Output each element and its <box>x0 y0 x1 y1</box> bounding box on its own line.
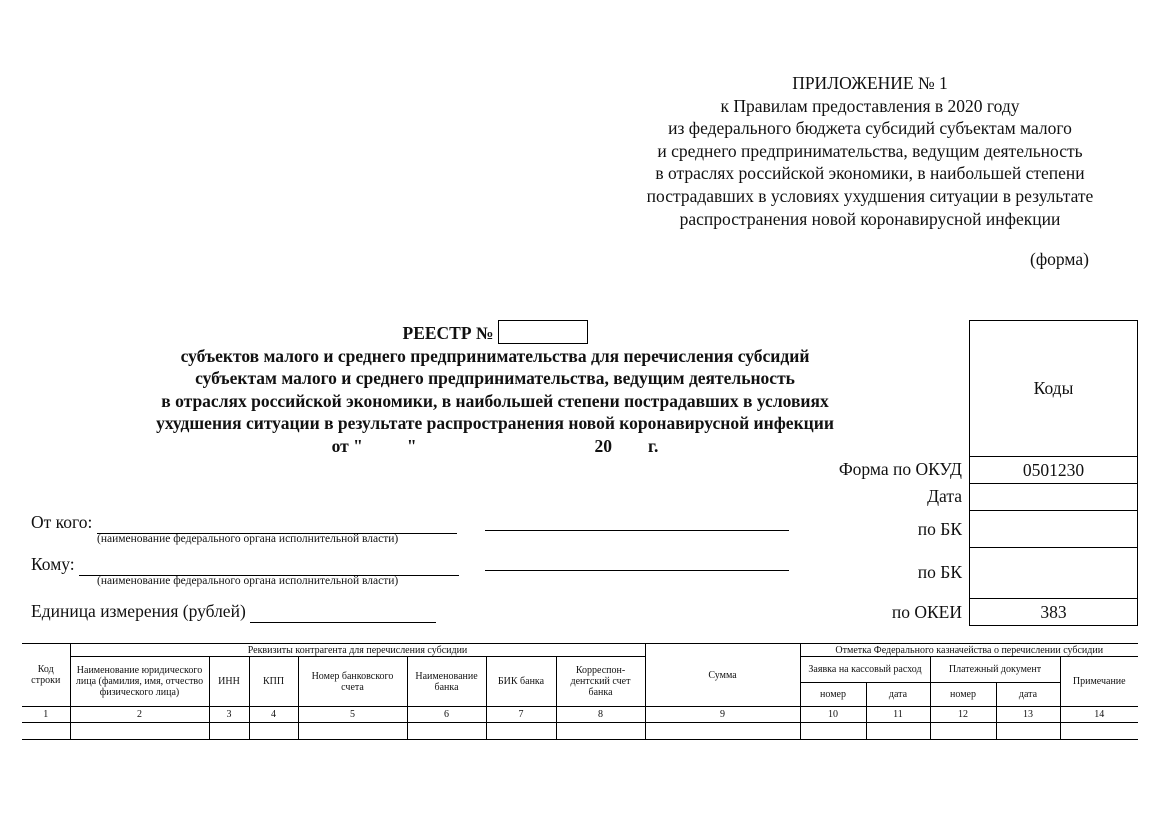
okud-value[interactable]: 0501230 <box>970 457 1138 484</box>
table-cell[interactable] <box>298 723 407 740</box>
to-extra-line[interactable] <box>485 570 789 571</box>
col-payment-number: номер <box>930 683 996 707</box>
from-field <box>31 512 457 534</box>
col-num: 13 <box>996 707 1060 723</box>
bk2-value[interactable] <box>970 548 1138 599</box>
table-cell[interactable] <box>645 723 800 740</box>
codes-table <box>969 320 1138 626</box>
col-inn: ИНН <box>209 657 249 707</box>
col-request-number: номер <box>800 683 866 707</box>
col-num: 1 <box>22 707 70 723</box>
registry-table <box>22 643 1138 740</box>
col-num: 14 <box>1060 707 1138 723</box>
appendix-line: к Правилам предоставления в 2020 году <box>720 95 1020 116</box>
col-sum: Сумма <box>645 644 800 707</box>
okei-value[interactable]: 383 <box>970 599 1138 626</box>
col-num: 10 <box>800 707 866 723</box>
registry-label: РЕЕСТР № <box>402 323 494 343</box>
appendix-line: из федерального бюджета субсидий субъектам малого <box>668 118 1072 139</box>
title-line: субъектам малого и среднего предпринимательства, ведущим деятельность <box>195 368 795 389</box>
sub-request: Заявка на кассовый расход <box>800 657 930 683</box>
col-bank: Наименование банка <box>407 657 486 707</box>
from-input[interactable] <box>97 512 457 534</box>
column-numbers-row <box>22 707 1138 723</box>
col-num: 2 <box>70 707 209 723</box>
unit-field <box>31 601 436 623</box>
appendix-line: пострадавших в условиях ухудшения ситуации в результате <box>646 185 1094 206</box>
registry-title <box>100 320 890 458</box>
form-label: (форма) <box>1030 249 1089 269</box>
registry-date <box>100 435 890 458</box>
to-field <box>31 554 459 576</box>
table-cell[interactable] <box>209 723 249 740</box>
col-num: 11 <box>866 707 930 723</box>
col-num: 5 <box>298 707 407 723</box>
col-payment-date: дата <box>996 683 1060 707</box>
from-extra-line[interactable] <box>485 530 789 531</box>
col-request-date: дата <box>866 683 930 707</box>
col-num: 3 <box>209 707 249 723</box>
to-input[interactable] <box>79 554 459 576</box>
appendix-line: ПРИЛОЖЕНИЕ № 1 <box>792 73 948 93</box>
date-value[interactable] <box>970 484 1138 511</box>
table-cell[interactable] <box>407 723 486 740</box>
col-bik: БИК банка <box>486 657 556 707</box>
sub-payment: Платежный документ <box>930 657 1060 683</box>
col-num: 4 <box>249 707 298 723</box>
col-num: 8 <box>556 707 645 723</box>
group-requisites: Реквизиты контрагента для перечисления субсидии <box>70 644 645 657</box>
to-label: Кому: <box>31 554 75 574</box>
col-kpp: КПП <box>249 657 298 707</box>
okei-label: по ОКЕИ <box>891 602 962 622</box>
date-year: 20 <box>594 435 613 456</box>
registry-number-box[interactable] <box>498 320 588 344</box>
table-row <box>22 723 1138 740</box>
bk1-label: по БК <box>917 519 962 539</box>
group-treasury: Отметка Федерального казначейства о перечислении субсидии <box>800 644 1138 657</box>
unit-input[interactable] <box>250 601 436 623</box>
col-num: 12 <box>930 707 996 723</box>
date-quote: " <box>406 435 417 456</box>
date-suffix: г. <box>648 435 659 456</box>
col-account: Номер банковского счета <box>298 657 407 707</box>
appendix-line: и среднего предпринимательства, ведущим деятельность <box>657 140 1083 161</box>
unit-label: Единица измерения (рублей) <box>31 601 246 621</box>
codes-header: Коды <box>970 321 1138 457</box>
col-name: Наименование юридического лица (фамилия, имя, отчество физического лица) <box>70 657 209 707</box>
col-num: 7 <box>486 707 556 723</box>
from-hint: (наименование федерального органа исполнительной власти) <box>97 533 399 545</box>
date-label: Дата <box>927 486 962 506</box>
table-cell[interactable] <box>1060 723 1138 740</box>
to-hint: (наименование федерального органа исполнительной власти) <box>97 575 399 587</box>
table-cell[interactable] <box>996 723 1060 740</box>
date-from: от " <box>331 435 363 456</box>
appendix-line: распространения новой коронавирусной инфекции <box>679 208 1061 229</box>
col-code: Код строки <box>22 644 70 707</box>
col-corr: Корреспон-дентский счет банка <box>556 657 645 707</box>
title-line: в отраслях российской экономики, в наибольшей степени пострадавших в условиях <box>161 390 829 411</box>
appendix-header <box>560 72 1162 230</box>
table-cell[interactable] <box>486 723 556 740</box>
table-cell[interactable] <box>249 723 298 740</box>
appendix-line: в отраслях российской экономики, в наибольшей степени <box>655 163 1085 184</box>
title-line: ухудшения ситуации в результате распространения новой коронавирусной инфекции <box>156 413 834 434</box>
from-label: От кого: <box>31 512 93 532</box>
table-cell[interactable] <box>800 723 866 740</box>
table-cell[interactable] <box>556 723 645 740</box>
col-num: 9 <box>645 707 800 723</box>
table-cell[interactable] <box>22 723 70 740</box>
col-note: Примечание <box>1060 657 1138 707</box>
okud-label: Форма по ОКУД <box>838 459 962 479</box>
title-line: субъектов малого и среднего предпринимательства для перечисления субсидий <box>180 345 810 366</box>
bk1-value[interactable] <box>970 511 1138 548</box>
table-cell[interactable] <box>866 723 930 740</box>
table-cell[interactable] <box>70 723 209 740</box>
table-cell[interactable] <box>930 723 996 740</box>
col-num: 6 <box>407 707 486 723</box>
bk2-label: по БК <box>917 562 962 582</box>
